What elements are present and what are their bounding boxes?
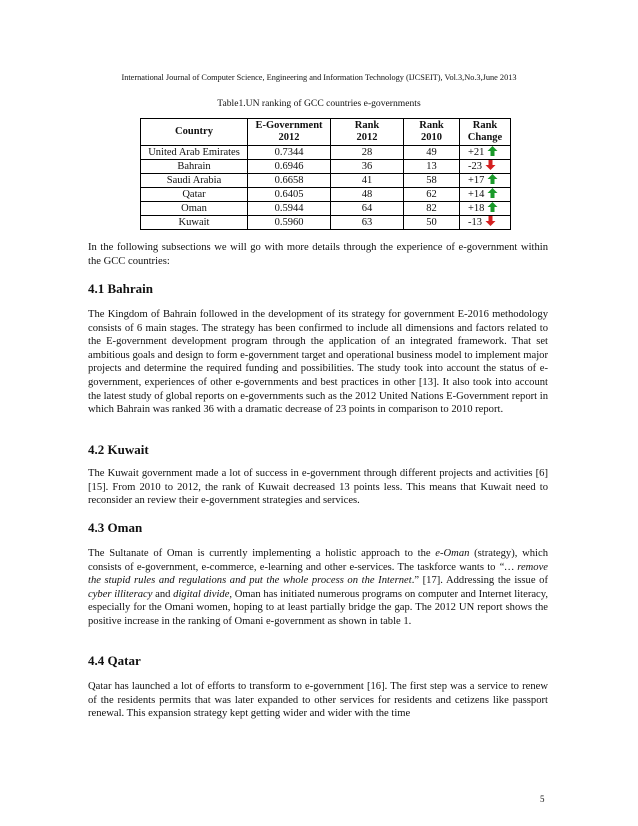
header-rank-2012: Rank 2012 xyxy=(331,119,404,146)
cell-rank-2012: 64 xyxy=(331,202,404,216)
cell-rank-change xyxy=(460,174,511,188)
cell-rank-change xyxy=(460,202,511,216)
section-text-kuwait: The Kuwait government made a lot of success in e-government through different projects and activities [6][15]. From 2010 to 2012, the rank of Kuwait decreased 13 points less. This means that Kuwait need to reconsider an review their e-government strategies and services. xyxy=(88,468,548,507)
emphasis-e-oman: e-Oman xyxy=(435,548,470,559)
cell-egov-2012: 0.6946 xyxy=(248,160,331,174)
cell-country: United Arab Emirates xyxy=(141,146,248,160)
table-row xyxy=(141,146,511,160)
cell-country: Oman xyxy=(141,202,248,216)
gcc-ranking-table xyxy=(140,118,511,230)
cell-rank-change xyxy=(460,146,511,160)
cell-rank-change xyxy=(460,160,511,174)
emphasis-digital-divide: digital divide xyxy=(173,588,230,600)
table-caption: Table1.UN ranking of GCC countries e-governments xyxy=(217,98,421,109)
rank-change-value: -13 xyxy=(468,217,482,228)
rank-change-value: +21 xyxy=(468,147,485,158)
arrow-up-icon xyxy=(487,202,498,212)
cell-rank-2012: 63 xyxy=(331,216,404,230)
cell-egov-2012: 0.6405 xyxy=(248,188,331,202)
table-row xyxy=(141,216,511,230)
cell-rank-2012: 28 xyxy=(331,146,404,160)
section-text-oman: The Sultanate of Oman is currently implementing a holistic approach to the e-Oman (strategy), which consists of e-government, e-commerce, e-learning and other e-services. The taskforce wants to “… remove the stupid rules and regulations and put the whole process on the Internet.” [17]. Addressing the issue of cyber illiteracy and digital divide, Oman has initiated numerous programs on computer and Internet literacy, especially for the Omani women, hoping to at least partially bridge the gap. The 2012 UN report shows the positive increase in the ranking of Omani e-government as shown in table 1. xyxy=(88,548,549,627)
cell-rank-2010: 58 xyxy=(404,174,460,188)
rank-change-value: +14 xyxy=(468,189,485,200)
cell-rank-2010: 50 xyxy=(404,216,460,230)
cell-country: Saudi Arabia xyxy=(141,174,248,188)
emphasis-quote: “… remove the stupid rules and regulations and put the whole process on the Internet xyxy=(88,561,548,587)
header-rank-2010: Rank 2010 xyxy=(404,119,460,146)
header-egov-2012: E-Government 2012 xyxy=(248,119,331,146)
arrow-up-icon xyxy=(487,146,498,156)
cell-country: Qatar xyxy=(141,188,248,202)
table-row xyxy=(141,188,511,202)
rank-change-value: +18 xyxy=(468,203,485,214)
rank-change-value: -23 xyxy=(468,161,482,172)
cell-rank-2012: 36 xyxy=(331,160,404,174)
cell-rank-2010: 13 xyxy=(404,160,460,174)
header-rank-change: Rank Change xyxy=(460,119,511,146)
arrow-down-icon xyxy=(485,160,496,170)
section-text-bahrain: The Kingdom of Bahrain followed in the development of its strategy for government E-2016 methodology consists of 6 main stages. The strategy has been confirmed to include all dimensions and factors related to the E-government development program through the application of an integrated framework. That set ambitious goals and design to form e-government target and operational business model to implement major projects and determine the required funding and possibilities. The study took into account the status of e-government, experiences of other e-governments and best practices in other [13]. It also took into account the latest study of global reports on e-governments such as the 2012 United Nations E-Government report in which Bahrain was ranked 36 with a dramatic decrease of 23 points in comparison to 2010 report. xyxy=(88,309,548,416)
cell-country: Bahrain xyxy=(141,160,248,174)
table-body xyxy=(141,146,511,230)
rank-change-value: +17 xyxy=(468,175,485,186)
section-text-qatar: Qatar has launched a lot of efforts to transform to e-government [16]. The first step was a service to renew of the residents permits that was later expanded to other services for residents and cetizens like passport renewal. This expansion strategy kept getting wider and wider with the time xyxy=(88,681,548,720)
cell-egov-2012: 0.6658 xyxy=(248,174,331,188)
header-country: Country xyxy=(141,119,248,146)
arrow-up-icon xyxy=(487,188,498,198)
page-number: 5 xyxy=(540,794,545,804)
table-row xyxy=(141,202,511,216)
journal-header: International Journal of Computer Science, Engineering and Information Technology (IJCSEIT), Vol.3,No.3,June 2013 xyxy=(121,73,517,82)
emphasis-cyber-illiteracy: cyber illiteracy xyxy=(88,588,153,600)
cell-rank-2012: 48 xyxy=(331,188,404,202)
section-title-qatar: 4.4 Qatar xyxy=(88,653,141,668)
arrow-down-icon xyxy=(485,216,496,226)
cell-egov-2012: 0.5944 xyxy=(248,202,331,216)
cell-rank-change xyxy=(460,188,511,202)
table-row xyxy=(141,174,511,188)
cell-rank-2012: 41 xyxy=(331,174,404,188)
table-header-row xyxy=(141,119,511,146)
section-title-kuwait: 4.2 Kuwait xyxy=(88,442,149,457)
cell-rank-2010: 62 xyxy=(404,188,460,202)
cell-country: Kuwait xyxy=(141,216,248,230)
cell-egov-2012: 0.7344 xyxy=(248,146,331,160)
cell-rank-change xyxy=(460,216,511,230)
arrow-up-icon xyxy=(487,174,498,184)
section-title-bahrain: 4.1 Bahrain xyxy=(88,281,154,296)
cell-rank-2010: 49 xyxy=(404,146,460,160)
cell-egov-2012: 0.5960 xyxy=(248,216,331,230)
cell-rank-2010: 82 xyxy=(404,202,460,216)
intro-paragraph: In the following subsections we will go with more details through the experience of e-government within the GCC countries: xyxy=(88,242,548,267)
section-title-oman: 4.3 Oman xyxy=(88,520,143,535)
table-row xyxy=(141,160,511,174)
